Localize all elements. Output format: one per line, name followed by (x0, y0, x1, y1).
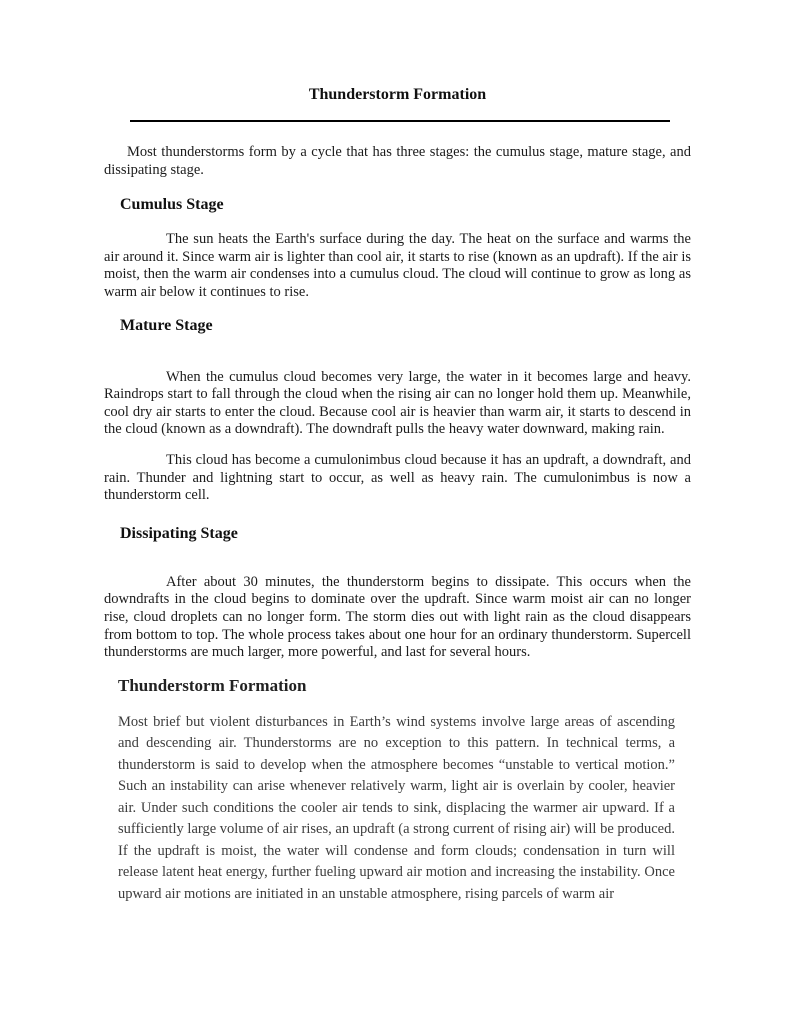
dissipating-stage-paragraph: After about 30 minutes, the thunderstorm begins to dissipate. This occurs when the downdrafts in the cloud begins to dominate over the updraft. Since warm moist air can no longer rise, cloud droplets can no longer form. The storm dies out with light rain as the cloud disappears from bottom to top. The whole process takes about one hour for an ordinary thunderstorm. Supercell thunderstorms are much larger, more powerful, and last for several hours. (104, 573, 691, 661)
heading-thunderstorm-formation-article: Thunderstorm Formation (118, 675, 307, 695)
cumulus-stage-paragraph: The sun heats the Earth's surface during the day. The heat on the surface and warms the air around it. Since warm air is lighter than cool air, it starts to rise (known as an updraft). If the air is moist, then the warm air condenses into a cumulus cloud. The cloud will continue to grow as long as warm air below it continues to rise. (104, 231, 691, 300)
intro-paragraph: Most thunderstorms form by a cycle that has three stages: the cumulus stage, mature stage, and dissipating stage. (104, 144, 691, 178)
mature-stage-paragraph-1: When the cumulus cloud becomes very large, the water in it becomes large and heavy. Raindrops start to fall through the cloud when the rising air can no longer hold them up. Meanwhile, cool dry air starts to enter the cloud. Because cool air is heavier than warm air, it starts to descend in the cloud (known as a downdraft). The downdraft pulls the heavy water downward, making rain. (104, 368, 691, 438)
title-divider (130, 120, 670, 122)
heading-cumulus-stage: Cumulus Stage (120, 196, 224, 214)
heading-mature-stage: Mature Stage (120, 316, 213, 334)
article-paragraph: Most brief but violent disturbances in Earth’s wind systems involve large areas of ascending and descending air. Thunderstorms are no exception to this pattern. In technical terms, a thunderstorm is said to develop when the atmosphere becomes “unstable to vertical motion.” Such an instability can arise whenever relatively warm, light air is overlain by cooler, heavier air. Under such conditions the cooler air tends to sink, displacing the warmer air upward. If a sufficiently large volume of air rises, an updraft (a strong current of rising air) will be produced. If the updraft is moist, the water will condense and form clouds; condensation in turn will release latent heat energy, further fueling upward air motion and increasing the instability. Once upward air motions are initiated in an unstable atmosphere, rising parcels of warm air (118, 713, 675, 902)
mature-stage-paragraph-2: This cloud has become a cumulonimbus cloud because it has an updraft, a downdraft, and rain. Thunder and lightning start to occur, as well as heavy rain. The cumulonimbus is now a thunderstorm cell. (104, 451, 691, 504)
document-title: Thunderstorm Formation (308, 86, 487, 103)
heading-dissipating-stage: Dissipating Stage (120, 524, 238, 542)
